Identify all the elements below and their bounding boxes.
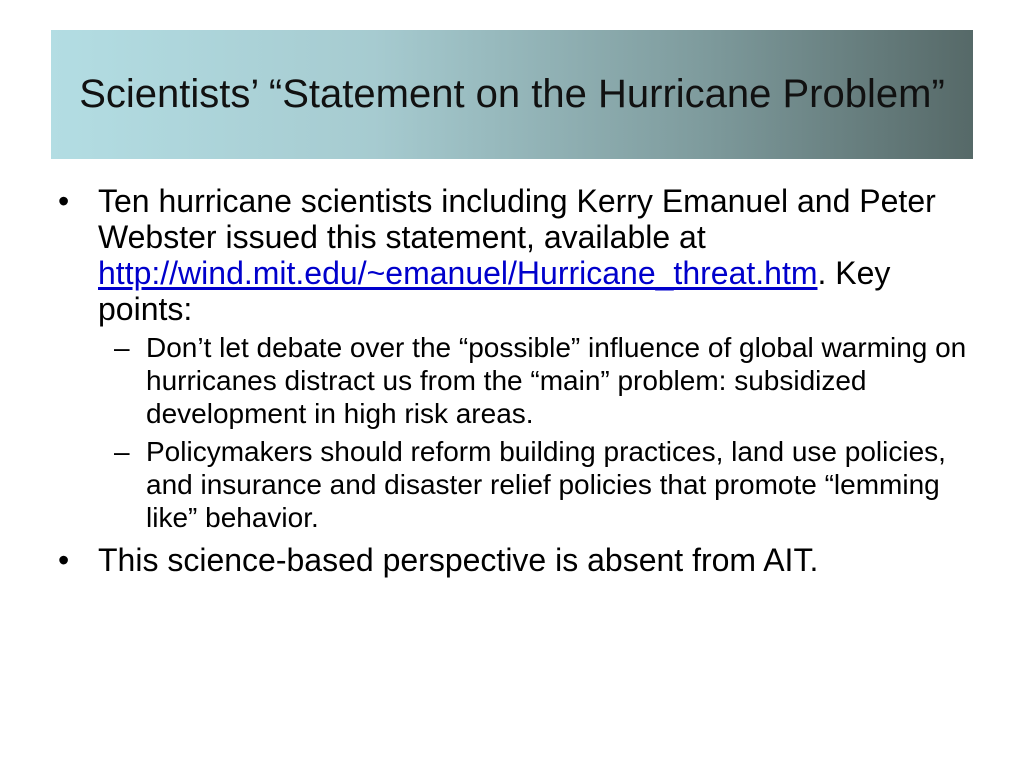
slide-title: Scientists’ “Statement on the Hurricane Problem”: [79, 72, 945, 116]
sub-bullet-marker: –: [114, 436, 130, 467]
bullet-item: [58, 183, 968, 327]
sub-bullet-item: [114, 435, 968, 534]
bullet-marker: •: [58, 542, 70, 578]
sub-bullet-item: [114, 331, 968, 430]
bullet-item: [58, 542, 968, 578]
bullet-text-part: Ten hurricane scientists including Kerry Emanuel and Peter Webster issued this statement, available at: [98, 183, 936, 255]
bullet-text-part: . Key points:: [98, 255, 891, 327]
bullet-text: [98, 183, 968, 327]
bullet-text: This science-based perspective is absent from AIT.: [98, 542, 819, 578]
slide-body: [58, 183, 968, 578]
sub-bullet-list: [114, 331, 968, 534]
title-bar: [51, 30, 973, 159]
sub-bullet-marker: –: [114, 332, 130, 363]
sub-bullet-text: Policymakers should reform building practices, land use policies, and insurance and disaster relief policies that promote “lemming like” behavior.: [146, 436, 946, 533]
bullet-marker: •: [58, 183, 70, 219]
sub-bullet-text: Don’t let debate over the “possible” influence of global warming on hurricanes distract us from the “main” problem: subsidized development in high risk areas.: [146, 332, 967, 429]
statement-link[interactable]: http://wind.mit.edu/~emanuel/Hurricane_threat.htm: [98, 255, 818, 291]
